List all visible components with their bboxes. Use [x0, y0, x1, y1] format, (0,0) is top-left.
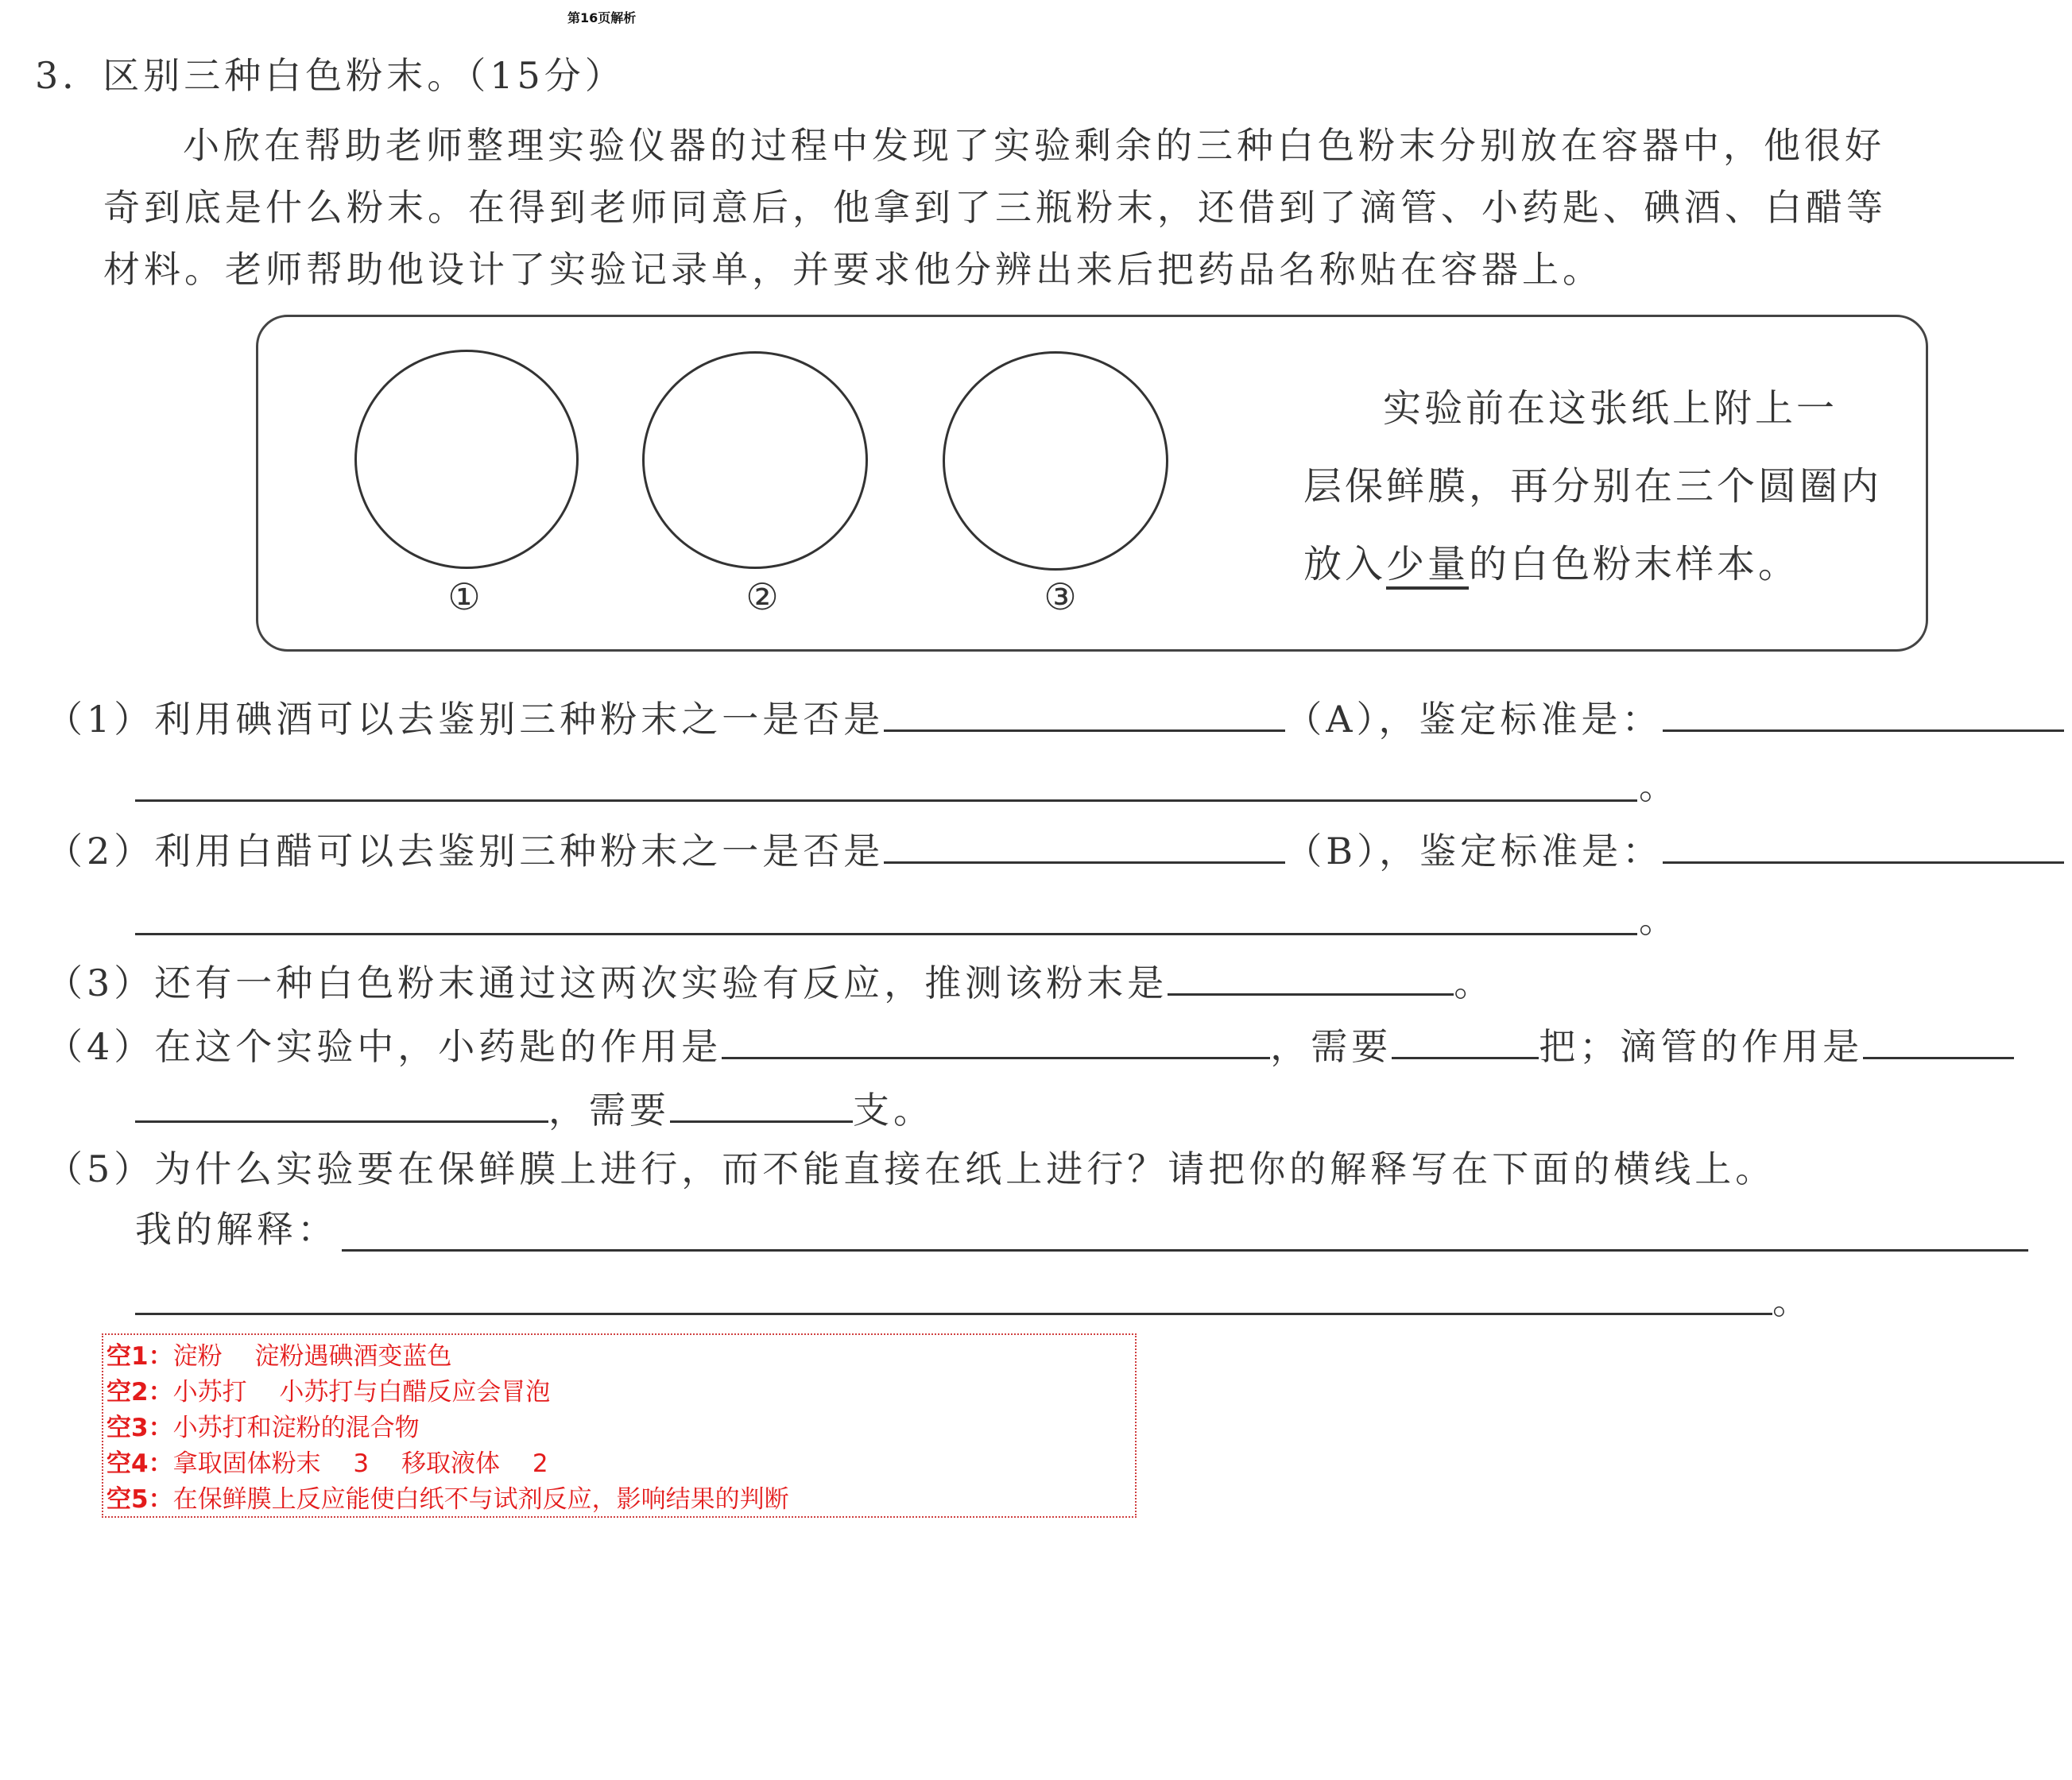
q2-blank-b[interactable]: [1663, 830, 2064, 864]
q5-end: 。: [1772, 1279, 1813, 1322]
q4-blank-dropper-use-b[interactable]: [135, 1089, 548, 1123]
circle-1: [354, 350, 579, 569]
q1-line: （1）利用碘酒可以去鉴别三种粉末之一是否是 （A），鉴定标准是：: [46, 698, 2064, 737]
answer-row-3: 空3：小苏打和淀粉的混合物: [107, 1414, 420, 1442]
q2-end: 。: [1639, 898, 1679, 941]
q4-blank-spoon-use[interactable]: [722, 1025, 1270, 1059]
intro-line-3: 材料。老师帮助他设计了实验记录单，并要求他分辨出来后把药品名称贴在容器上。: [103, 248, 1603, 291]
q3-line: （3）还有一种白色粉末通过这两次实验有反应，推测该粉末是 。: [46, 962, 1495, 1004]
q4-blank-dropper-use-a[interactable]: [1863, 1025, 2014, 1059]
intro-line-1: 小欣在帮助老师整理实验仪器的过程中发现了实验剩余的三种白色粉末分别放在容器中，他很好: [183, 124, 1885, 167]
q4-line-2: ，需要 支。: [135, 1089, 934, 1128]
figure-note-line-2: 层保鲜膜，再分别在三个圆圈内: [1303, 464, 1883, 509]
q4-blank-dropper-count[interactable]: [670, 1089, 853, 1123]
answer-row-4: 空4：拿取固体粉末 3 移取液体 2: [107, 1449, 548, 1478]
answer-row-5: 空5：在保鲜膜上反应能使白纸不与试剂反应，影响结果的判断: [107, 1485, 789, 1514]
q1-blank-b[interactable]: [1663, 698, 2064, 732]
q3-blank[interactable]: [1168, 962, 1454, 996]
intro-line-2: 奇到底是什么粉末。在得到老师同意后，他拿到了三瓶粉末，还借到了滴管、小药匙、碘酒、白醋等: [103, 186, 1887, 229]
q5-question: （5）为什么实验要在保鲜膜上进行，而不能直接在纸上进行？请把你的解释写在下面的横线上。: [46, 1147, 1776, 1190]
q2-blank-a[interactable]: [884, 830, 1285, 864]
question-title: 3．区别三种白色粉末。（15分）: [35, 54, 625, 97]
q1-end: 。: [1639, 764, 1679, 807]
circle-2: [642, 351, 868, 569]
q5-blank-b[interactable]: [135, 1313, 1772, 1315]
q5-blank-a[interactable]: [342, 1249, 2028, 1252]
circle-label-1: ①: [447, 575, 481, 618]
underlined-small-amount: 少量: [1386, 542, 1469, 590]
q1-blank-c[interactable]: [135, 799, 1637, 802]
q4-blank-spoon-count[interactable]: [1392, 1025, 1539, 1059]
answer-box: [102, 1333, 1137, 1518]
circle-label-3: ③: [1044, 575, 1077, 618]
figure-note-line-1: 实验前在这张纸上附上一: [1383, 386, 1838, 431]
circle-3: [943, 351, 1168, 571]
q2-blank-c[interactable]: [135, 933, 1637, 935]
circle-label-2: ②: [746, 575, 779, 618]
figure-note-line-3: 放入少量的白色粉末样本。: [1303, 545, 1799, 583]
q2-line: （2）利用白醋可以去鉴别三种粉末之一是否是 （B），鉴定标准是：: [46, 830, 2064, 869]
q1-blank-a[interactable]: [884, 698, 1285, 732]
answer-row-1: 空1：淀粉 淀粉遇碘酒变蓝色: [107, 1342, 452, 1371]
q5-label: 我的解释：: [135, 1208, 338, 1251]
answer-row-2: 空2：小苏打 小苏打与白醋反应会冒泡: [107, 1378, 551, 1407]
q4-line-1: （4）在这个实验中，小药匙的作用是 ，需要 把；滴管的作用是: [46, 1025, 2014, 1065]
page-header: 第16页解析: [567, 10, 637, 25]
